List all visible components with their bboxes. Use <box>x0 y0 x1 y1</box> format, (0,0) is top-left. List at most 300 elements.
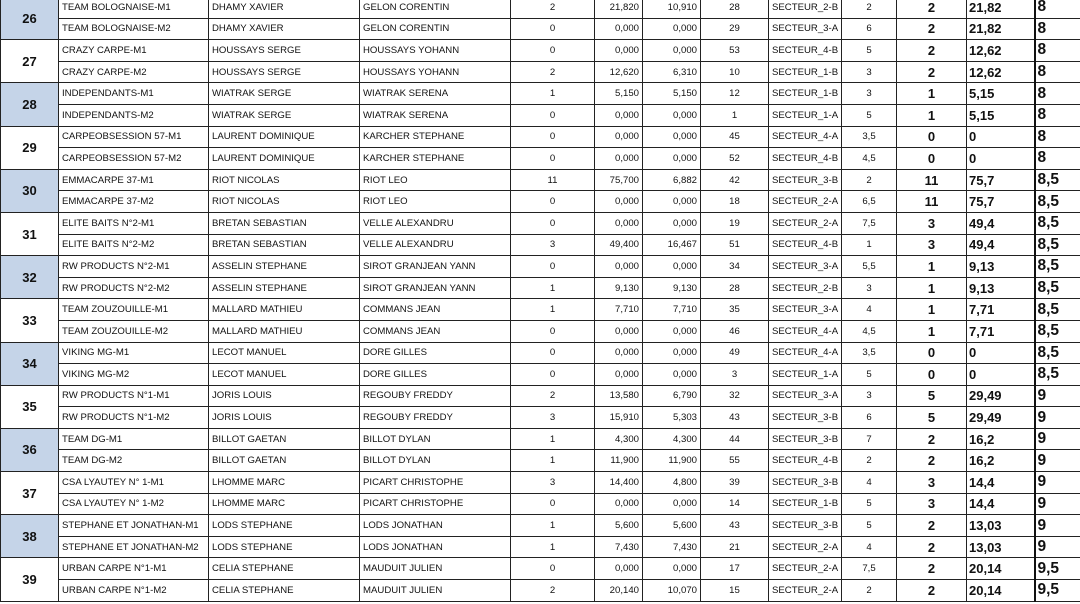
average-weight-cell: 7,710 <box>643 299 701 321</box>
sector-place-cell: 3 <box>842 61 897 83</box>
angler-2-cell: COMMANS JEAN <box>360 320 511 342</box>
average-weight-cell: 4,800 <box>643 472 701 494</box>
team-name-cell: CARPEOBSESSION 57-M1 <box>59 126 209 148</box>
rank-cell: 26 <box>1 0 59 40</box>
weight-cell: 12,620 <box>595 61 643 83</box>
average-weight-cell: 0,000 <box>643 342 701 364</box>
angler-2-cell: SIROT GRANJEAN YANN <box>360 277 511 299</box>
team-name-cell: VIKING MG-M1 <box>59 342 209 364</box>
team-total-count-cell: 1 <box>897 277 967 299</box>
catch-count-cell: 0 <box>511 191 595 213</box>
weight-cell: 75,700 <box>595 169 643 191</box>
spot-number-cell: 43 <box>701 515 769 537</box>
sector-place-cell: 3,5 <box>842 126 897 148</box>
spot-number-cell: 18 <box>701 191 769 213</box>
average-weight-cell: 10,910 <box>643 0 701 18</box>
team-points-cell: 9,5 <box>1035 580 1080 602</box>
weight-cell: 7,710 <box>595 299 643 321</box>
weight-cell: 15,910 <box>595 407 643 429</box>
catch-count-cell: 0 <box>511 212 595 234</box>
table-row <box>1 148 1080 170</box>
sector-place-cell: 4,5 <box>842 148 897 170</box>
weight-cell: 0,000 <box>595 364 643 386</box>
team-total-count-cell: 2 <box>897 515 967 537</box>
team-points-cell: 9 <box>1035 472 1080 494</box>
team-points-cell: 8,5 <box>1035 256 1080 278</box>
sector-cell: SECTEUR_1-A <box>769 364 842 386</box>
angler-1-cell: RIOT NICOLAS <box>209 169 360 191</box>
sector-place-cell: 1 <box>842 234 897 256</box>
angler-1-cell: LODS STEPHANE <box>209 536 360 558</box>
sector-cell: SECTEUR_2-A <box>769 212 842 234</box>
sector-place-cell: 3 <box>842 385 897 407</box>
team-points-cell: 9,5 <box>1035 558 1080 580</box>
spot-number-cell: 55 <box>701 450 769 472</box>
sector-cell: SECTEUR_3-B <box>769 407 842 429</box>
sector-place-cell: 2 <box>842 580 897 602</box>
team-total-weight-cell: 7,71 <box>967 320 1035 342</box>
team-total-weight-cell: 16,2 <box>967 450 1035 472</box>
sector-place-cell: 6 <box>842 18 897 40</box>
team-total-weight-cell: 49,4 <box>967 234 1035 256</box>
catch-count-cell: 0 <box>511 40 595 62</box>
team-total-count-cell: 2 <box>897 40 967 62</box>
team-name-cell: CRAZY CARPE-M2 <box>59 61 209 83</box>
team-total-count-cell: 3 <box>897 212 967 234</box>
team-name-cell: EMMACARPE 37-M2 <box>59 191 209 213</box>
weight-cell: 0,000 <box>595 40 643 62</box>
sector-cell: SECTEUR_3-B <box>769 169 842 191</box>
sector-place-cell: 3,5 <box>842 342 897 364</box>
table-row <box>1 515 1080 537</box>
catch-count-cell: 1 <box>511 515 595 537</box>
angler-1-cell: WIATRAK SERGE <box>209 104 360 126</box>
sector-cell: SECTEUR_4-A <box>769 126 842 148</box>
sector-cell: SECTEUR_1-B <box>769 493 842 515</box>
weight-cell: 0,000 <box>595 558 643 580</box>
spot-number-cell: 43 <box>701 407 769 429</box>
spot-number-cell: 32 <box>701 385 769 407</box>
angler-2-cell: RIOT LEO <box>360 191 511 213</box>
rank-cell: 29 <box>1 126 59 169</box>
weight-cell: 0,000 <box>595 126 643 148</box>
table-row <box>1 450 1080 472</box>
weight-cell: 0,000 <box>595 18 643 40</box>
angler-2-cell: PICART CHRISTOPHE <box>360 472 511 494</box>
sector-place-cell: 5 <box>842 364 897 386</box>
table-row <box>1 191 1080 213</box>
team-points-cell: 8,5 <box>1035 212 1080 234</box>
sector-cell: SECTEUR_1-B <box>769 61 842 83</box>
angler-1-cell: RIOT NICOLAS <box>209 191 360 213</box>
sector-cell: SECTEUR_2-A <box>769 536 842 558</box>
spot-number-cell: 34 <box>701 256 769 278</box>
team-points-cell: 8,5 <box>1035 299 1080 321</box>
team-total-count-cell: 3 <box>897 234 967 256</box>
team-total-count-cell: 1 <box>897 256 967 278</box>
sector-place-cell: 3 <box>842 277 897 299</box>
weight-cell: 5,600 <box>595 515 643 537</box>
average-weight-cell: 5,303 <box>643 407 701 429</box>
team-points-cell: 8 <box>1035 61 1080 83</box>
spot-number-cell: 19 <box>701 212 769 234</box>
table-row <box>1 580 1080 602</box>
catch-count-cell: 0 <box>511 256 595 278</box>
angler-1-cell: HOUSSAYS SERGE <box>209 61 360 83</box>
average-weight-cell: 16,467 <box>643 234 701 256</box>
spot-number-cell: 10 <box>701 61 769 83</box>
average-weight-cell: 0,000 <box>643 212 701 234</box>
angler-1-cell: ASSELIN STEPHANE <box>209 256 360 278</box>
angler-1-cell: BRETAN SEBASTIAN <box>209 234 360 256</box>
angler-2-cell: WIATRAK SERENA <box>360 104 511 126</box>
team-name-cell: TEAM BOLOGNAISE-M2 <box>59 18 209 40</box>
team-points-cell: 8 <box>1035 40 1080 62</box>
team-total-weight-cell: 21,82 <box>967 0 1035 18</box>
team-name-cell: ELITE BAITS N°2-M1 <box>59 212 209 234</box>
angler-1-cell: BILLOT GAETAN <box>209 450 360 472</box>
team-total-count-cell: 11 <box>897 169 967 191</box>
team-name-cell: URBAN CARPE N°1-M2 <box>59 580 209 602</box>
spot-number-cell: 17 <box>701 558 769 580</box>
angler-2-cell: BILLOT DYLAN <box>360 450 511 472</box>
spot-number-cell: 1 <box>701 104 769 126</box>
table-row <box>1 493 1080 515</box>
average-weight-cell: 4,300 <box>643 428 701 450</box>
catch-count-cell: 3 <box>511 234 595 256</box>
team-points-cell: 8,5 <box>1035 169 1080 191</box>
angler-1-cell: JORIS LOUIS <box>209 407 360 429</box>
catch-count-cell: 1 <box>511 450 595 472</box>
angler-1-cell: LECOT MANUEL <box>209 342 360 364</box>
average-weight-cell: 0,000 <box>643 191 701 213</box>
weight-cell: 11,900 <box>595 450 643 472</box>
team-total-count-cell: 3 <box>897 472 967 494</box>
average-weight-cell: 0,000 <box>643 104 701 126</box>
team-points-cell: 8 <box>1035 0 1080 18</box>
sector-cell: SECTEUR_3-A <box>769 299 842 321</box>
team-name-cell: TEAM ZOUZOUILLE-M2 <box>59 320 209 342</box>
weight-cell: 0,000 <box>595 212 643 234</box>
spot-number-cell: 51 <box>701 234 769 256</box>
team-total-weight-cell: 0 <box>967 126 1035 148</box>
team-total-count-cell: 3 <box>897 493 967 515</box>
sector-place-cell: 7,5 <box>842 212 897 234</box>
weight-cell: 0,000 <box>595 320 643 342</box>
angler-2-cell: HOUSSAYS YOHANN <box>360 40 511 62</box>
average-weight-cell: 0,000 <box>643 493 701 515</box>
angler-2-cell: SIROT GRANJEAN YANN <box>360 256 511 278</box>
angler-2-cell: VELLE ALEXANDRU <box>360 234 511 256</box>
table-row <box>1 212 1080 234</box>
table-row <box>1 342 1080 364</box>
table-row <box>1 169 1080 191</box>
team-total-weight-cell: 20,14 <box>967 580 1035 602</box>
team-total-weight-cell: 7,71 <box>967 299 1035 321</box>
team-name-cell: TEAM DG-M2 <box>59 450 209 472</box>
team-name-cell: RW PRODUCTS N°1-M2 <box>59 407 209 429</box>
team-points-cell: 8,5 <box>1035 234 1080 256</box>
average-weight-cell: 6,882 <box>643 169 701 191</box>
team-total-count-cell: 2 <box>897 0 967 18</box>
weight-cell: 0,000 <box>595 493 643 515</box>
rank-cell: 27 <box>1 40 59 83</box>
team-total-weight-cell: 49,4 <box>967 212 1035 234</box>
catch-count-cell: 2 <box>511 385 595 407</box>
angler-1-cell: LHOMME MARC <box>209 472 360 494</box>
catch-count-cell: 11 <box>511 169 595 191</box>
table-row <box>1 18 1080 40</box>
angler-2-cell: GELON CORENTIN <box>360 0 511 18</box>
team-name-cell: TEAM ZOUZOUILLE-M1 <box>59 299 209 321</box>
team-total-weight-cell: 9,13 <box>967 256 1035 278</box>
team-name-cell: ELITE BAITS N°2-M2 <box>59 234 209 256</box>
table-row <box>1 428 1080 450</box>
team-name-cell: CARPEOBSESSION 57-M2 <box>59 148 209 170</box>
spot-number-cell: 28 <box>701 277 769 299</box>
team-total-count-cell: 11 <box>897 191 967 213</box>
angler-1-cell: JORIS LOUIS <box>209 385 360 407</box>
angler-1-cell: WIATRAK SERGE <box>209 83 360 105</box>
team-total-count-cell: 2 <box>897 536 967 558</box>
table-row <box>1 385 1080 407</box>
team-total-weight-cell: 9,13 <box>967 277 1035 299</box>
weight-cell: 49,400 <box>595 234 643 256</box>
team-points-cell: 9 <box>1035 385 1080 407</box>
sector-place-cell: 5 <box>842 104 897 126</box>
spot-number-cell: 42 <box>701 169 769 191</box>
team-points-cell: 8,5 <box>1035 364 1080 386</box>
team-total-count-cell: 0 <box>897 342 967 364</box>
team-points-cell: 9 <box>1035 515 1080 537</box>
team-total-weight-cell: 14,4 <box>967 493 1035 515</box>
table-row <box>1 40 1080 62</box>
angler-2-cell: KARCHER STEPHANE <box>360 126 511 148</box>
catch-count-cell: 0 <box>511 126 595 148</box>
sector-cell: SECTEUR_4-B <box>769 40 842 62</box>
spot-number-cell: 53 <box>701 40 769 62</box>
sector-place-cell: 7,5 <box>842 558 897 580</box>
average-weight-cell: 0,000 <box>643 364 701 386</box>
spot-number-cell: 35 <box>701 299 769 321</box>
average-weight-cell: 0,000 <box>643 126 701 148</box>
rank-cell: 28 <box>1 83 59 126</box>
rank-cell: 38 <box>1 515 59 558</box>
team-total-weight-cell: 0 <box>967 148 1035 170</box>
weight-cell: 7,430 <box>595 536 643 558</box>
rank-cell: 37 <box>1 472 59 515</box>
weight-cell: 0,000 <box>595 342 643 364</box>
team-name-cell: EMMACARPE 37-M1 <box>59 169 209 191</box>
team-name-cell: INDEPENDANTS-M1 <box>59 83 209 105</box>
table-row <box>1 407 1080 429</box>
table-row <box>1 126 1080 148</box>
team-name-cell: VIKING MG-M2 <box>59 364 209 386</box>
team-points-cell: 8 <box>1035 126 1080 148</box>
weight-cell: 9,130 <box>595 277 643 299</box>
spot-number-cell: 46 <box>701 320 769 342</box>
team-name-cell: CRAZY CARPE-M1 <box>59 40 209 62</box>
spot-number-cell: 15 <box>701 580 769 602</box>
team-points-cell: 9 <box>1035 536 1080 558</box>
sector-place-cell: 4 <box>842 299 897 321</box>
catch-count-cell: 1 <box>511 299 595 321</box>
weight-cell: 0,000 <box>595 104 643 126</box>
angler-1-cell: DHAMY XAVIER <box>209 0 360 18</box>
results-body <box>1 0 1080 601</box>
sector-cell: SECTEUR_3-B <box>769 472 842 494</box>
angler-1-cell: LAURENT DOMINIQUE <box>209 148 360 170</box>
spot-number-cell: 39 <box>701 472 769 494</box>
catch-count-cell: 0 <box>511 104 595 126</box>
team-name-cell: CSA LYAUTEY N° 1-M1 <box>59 472 209 494</box>
angler-1-cell: MALLARD MATHIEU <box>209 320 360 342</box>
team-name-cell: INDEPENDANTS-M2 <box>59 104 209 126</box>
team-points-cell: 8 <box>1035 104 1080 126</box>
table-row <box>1 320 1080 342</box>
average-weight-cell: 5,600 <box>643 515 701 537</box>
angler-2-cell: COMMANS JEAN <box>360 299 511 321</box>
team-total-count-cell: 2 <box>897 580 967 602</box>
sector-cell: SECTEUR_4-A <box>769 320 842 342</box>
team-total-count-cell: 2 <box>897 428 967 450</box>
spot-number-cell: 14 <box>701 493 769 515</box>
angler-2-cell: REGOUBY FREDDY <box>360 407 511 429</box>
team-name-cell: STEPHANE ET JONATHAN-M1 <box>59 515 209 537</box>
angler-2-cell: REGOUBY FREDDY <box>360 385 511 407</box>
sector-cell: SECTEUR_4-A <box>769 342 842 364</box>
table-row <box>1 299 1080 321</box>
angler-2-cell: RIOT LEO <box>360 169 511 191</box>
table-row <box>1 558 1080 580</box>
table-row <box>1 83 1080 105</box>
team-name-cell: URBAN CARPE N°1-M1 <box>59 558 209 580</box>
weight-cell: 20,140 <box>595 580 643 602</box>
catch-count-cell: 1 <box>511 536 595 558</box>
catch-count-cell: 1 <box>511 428 595 450</box>
team-points-cell: 8,5 <box>1035 342 1080 364</box>
weight-cell: 13,580 <box>595 385 643 407</box>
spot-number-cell: 49 <box>701 342 769 364</box>
table-row <box>1 277 1080 299</box>
table-row <box>1 256 1080 278</box>
spot-number-cell: 12 <box>701 83 769 105</box>
angler-2-cell: DORE GILLES <box>360 342 511 364</box>
team-total-weight-cell: 20,14 <box>967 558 1035 580</box>
spot-number-cell: 21 <box>701 536 769 558</box>
sector-cell: SECTEUR_3-A <box>769 385 842 407</box>
team-total-count-cell: 2 <box>897 450 967 472</box>
spot-number-cell: 45 <box>701 126 769 148</box>
angler-1-cell: DHAMY XAVIER <box>209 18 360 40</box>
spot-number-cell: 29 <box>701 18 769 40</box>
catch-count-cell: 0 <box>511 18 595 40</box>
angler-1-cell: LAURENT DOMINIQUE <box>209 126 360 148</box>
team-total-weight-cell: 16,2 <box>967 428 1035 450</box>
rank-cell: 34 <box>1 342 59 385</box>
spot-number-cell: 3 <box>701 364 769 386</box>
angler-2-cell: WIATRAK SERENA <box>360 83 511 105</box>
angler-1-cell: CELIA STEPHANE <box>209 580 360 602</box>
table-row <box>1 234 1080 256</box>
rank-cell: 35 <box>1 385 59 428</box>
team-name-cell: CSA LYAUTEY N° 1-M2 <box>59 493 209 515</box>
average-weight-cell: 5,150 <box>643 83 701 105</box>
team-points-cell: 8,5 <box>1035 191 1080 213</box>
angler-1-cell: BILLOT GAETAN <box>209 428 360 450</box>
team-total-count-cell: 5 <box>897 407 967 429</box>
angler-2-cell: LODS JONATHAN <box>360 515 511 537</box>
team-total-count-cell: 2 <box>897 18 967 40</box>
team-total-weight-cell: 0 <box>967 364 1035 386</box>
sector-cell: SECTEUR_4-B <box>769 234 842 256</box>
team-total-count-cell: 1 <box>897 299 967 321</box>
sector-place-cell: 4 <box>842 472 897 494</box>
spot-number-cell: 44 <box>701 428 769 450</box>
angler-2-cell: BILLOT DYLAN <box>360 428 511 450</box>
weight-cell: 5,150 <box>595 83 643 105</box>
average-weight-cell: 6,310 <box>643 61 701 83</box>
weight-cell: 21,820 <box>595 0 643 18</box>
team-total-count-cell: 5 <box>897 385 967 407</box>
angler-1-cell: ASSELIN STEPHANE <box>209 277 360 299</box>
team-total-count-cell: 1 <box>897 320 967 342</box>
average-weight-cell: 11,900 <box>643 450 701 472</box>
sector-place-cell: 5 <box>842 493 897 515</box>
spot-number-cell: 52 <box>701 148 769 170</box>
average-weight-cell: 6,790 <box>643 385 701 407</box>
catch-count-cell: 0 <box>511 148 595 170</box>
weight-cell: 0,000 <box>595 191 643 213</box>
table-row <box>1 536 1080 558</box>
catch-count-cell: 1 <box>511 277 595 299</box>
sector-place-cell: 5 <box>842 40 897 62</box>
sector-place-cell: 2 <box>842 169 897 191</box>
team-points-cell: 9 <box>1035 428 1080 450</box>
angler-1-cell: LODS STEPHANE <box>209 515 360 537</box>
team-total-count-cell: 2 <box>897 61 967 83</box>
catch-count-cell: 3 <box>511 407 595 429</box>
catch-count-cell: 2 <box>511 580 595 602</box>
team-name-cell: RW PRODUCTS N°2-M2 <box>59 277 209 299</box>
team-points-cell: 8 <box>1035 83 1080 105</box>
spot-number-cell: 28 <box>701 0 769 18</box>
angler-1-cell: CELIA STEPHANE <box>209 558 360 580</box>
table-row <box>1 364 1080 386</box>
weight-cell: 0,000 <box>595 256 643 278</box>
team-name-cell: RW PRODUCTS N°2-M1 <box>59 256 209 278</box>
team-total-weight-cell: 13,03 <box>967 515 1035 537</box>
sector-place-cell: 7 <box>842 428 897 450</box>
catch-count-cell: 0 <box>511 342 595 364</box>
table-row <box>1 61 1080 83</box>
sector-place-cell: 4 <box>842 536 897 558</box>
table-row <box>1 472 1080 494</box>
average-weight-cell: 0,000 <box>643 18 701 40</box>
team-points-cell: 8 <box>1035 148 1080 170</box>
catch-count-cell: 0 <box>511 558 595 580</box>
average-weight-cell: 0,000 <box>643 320 701 342</box>
table-row <box>1 0 1080 18</box>
angler-1-cell: LECOT MANUEL <box>209 364 360 386</box>
team-points-cell: 9 <box>1035 493 1080 515</box>
average-weight-cell: 0,000 <box>643 40 701 62</box>
sector-place-cell: 3 <box>842 83 897 105</box>
team-total-weight-cell: 12,62 <box>967 61 1035 83</box>
sector-cell: SECTEUR_3-B <box>769 515 842 537</box>
team-total-weight-cell: 29,49 <box>967 407 1035 429</box>
team-points-cell: 9 <box>1035 407 1080 429</box>
